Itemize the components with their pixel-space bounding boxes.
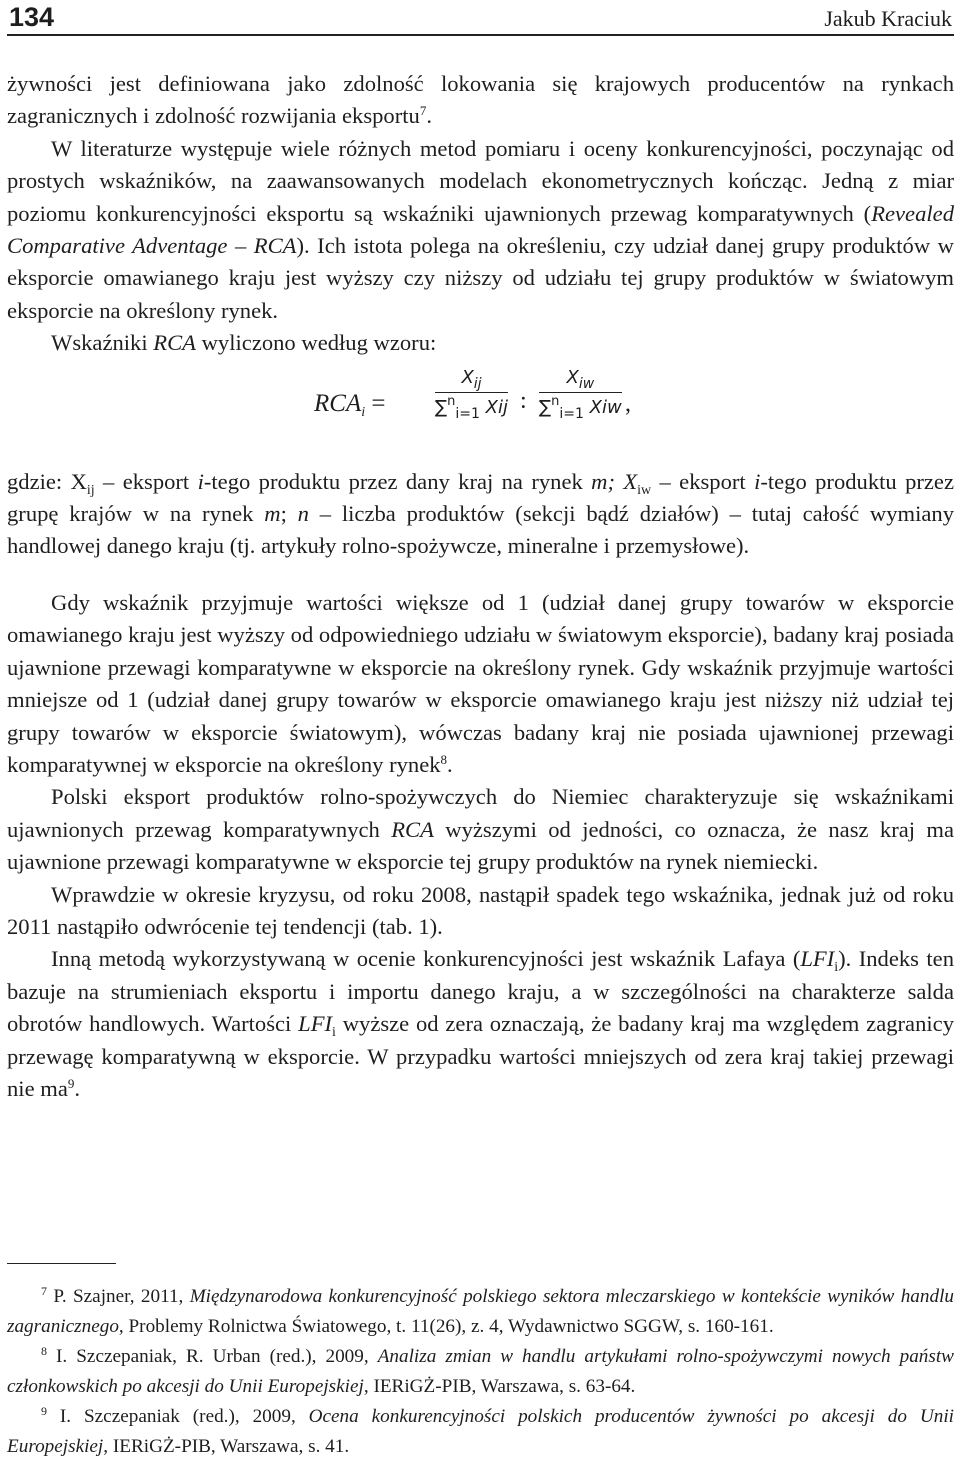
formula-colon: :	[520, 387, 527, 414]
paragraph-2: W literaturze występuje wiele różnych metod pomiaru i oceny konkurencyjności, poczynając od prostych wskaźników, na zaawansowanych modelach ekonometrycznych kończąc. Jedną z miar poziomu konkurencyjności eksportu są wskaźniki ujawnionych przewag komparatywnych (Revealed Comparative Adventage – RCA). Ich istota polega na określeniu, czy udział danej grupy produktów w eksporcie omawianego kraju jest wyższy czy niższy od udziału tej grupy produktów w światowym eksporcie na określony rynek.	[7, 135, 954, 323]
paragraph-5: Polski eksport produktów rolno-spożywczych do Niemiec charakteryzuje się wskaźnikami ujawnionych przewag komparatywnych RCA wyższymi od jedności, co oznacza, że nasz kraj ma ujawnione przewagi komparatywne w eksporcie tej grupy produktów na rynek niemiecki.	[7, 784, 955, 875]
formula-lhs: $RCA_i$ =	[314, 389, 386, 420]
formula-legend: gdzie: $X_{ij}$ – eksport i-tego produktu przez dany kraj na rynek m; $X_{iw}$ – eksport i-tego produktu przez grupę krajów w na rynek m; n – liczba produktów (sekcji bądź działów) – tutaj całość wymiany handlowej danego kraju (tj. artykuły rolno-spożywcze, mineralne i przemysłowe).	[7, 468, 954, 559]
body-text	[7, 68, 954, 1105]
fraction-xij: $X_{ij}$ ∑$^n_{i=1}$ Xij	[435, 366, 508, 422]
footnote-separator	[7, 1263, 116, 1264]
paragraph-7: Inną metodą wykorzystywaną w ocenie konkurencyjności jest wskaźnik Lafaya $(LFI_i)$. Indeks ten bazuje na strumieniach eksportu i importu danego kraju, a w szczególności na charakterze salda obrotów handlowych. Wartości $LFI_i$ wyższe od zera oznaczają, że badany kraj ma względem zagranicy przewagę komparatywną w eksporcie. W przypadku wartości mniejszych od zera kraj takiej przewagi nie $ma^9$.	[7, 946, 954, 1101]
running-head-author: Jakub Kraciuk	[824, 6, 952, 31]
footnote-9: $^9$ I. Szczepaniak (red.), 2009, Ocena konkurencyjności polskich producentów żywności po akcesji do Unii Europejskiej, IERiGŻ-PIB, Warszawa, s. 41.	[7, 1404, 954, 1457]
footnote-8: $^8$ I. Szczepaniak, R. Urban (red.), 2009, Analiza zmian w handlu artykułami rolno-spożywczymi nowych państw członkowskich po akcesji do Unii Europejskiej, IERiGŻ-PIB, Warszawa, s. 63-64.	[7, 1344, 954, 1397]
rca-formula: $RCA_i$ = $X_{ij}$ ∑$^n_{i=1}$ Xij : $X_{iw}$ ∑$^n_{i=1}$ Xiw ,	[314, 366, 631, 422]
footnote-7: $^7$ P. Szajner, 2011, Międzynarodowa konkurencyjność polskiego sektora mleczarskiego w kontekście wyników handlu zagranicznego, Problemy Rolnictwa Światowego, t. 11(26), z. 4, Wydawnictwo SGGW, s. 160-161.	[7, 1284, 954, 1337]
paragraph-1: żywności jest definiowana jako zdolność lokowania się krajowych producentów na rynkach zagranicznych i zdolność rozwijania eksportu$^7$.	[7, 71, 954, 129]
paragraph-6: Wprawdzie w okresie kryzysu, od roku 2008, nastąpił spadek tego wskaźnika, jednak już od roku 2011 nastąpiło odwrócenie tej tendencji (tab. 1).	[7, 881, 954, 939]
paragraph-3: Wskaźniki RCA wyliczono według wzoru:	[51, 330, 437, 356]
footnotes	[7, 1282, 954, 1462]
footnote-ref-7[interactable]: 7	[419, 103, 427, 119]
fraction-xiw: $X_{iw}$ ∑$^n_{i=1}$ Xiw	[539, 366, 622, 422]
footnote-ref-9[interactable]: 9	[67, 1075, 75, 1091]
page-header	[7, 0, 954, 36]
footnote-ref-8[interactable]: 8	[440, 751, 448, 767]
paragraph-4: Gdy wskaźnik przyjmuje wartości większe od 1 (udział danej grupy towarów w eksporcie omawianego kraju jest wyższy od odpowiedniego udziału w światowym eksporcie), badany kraj posiada ujawnione przewagi komparatywne w eksporcie na określony rynek. Gdy wskaźnik przyjmuje wartości mniejsze od 1 (udział danej grupy towarów w eksporcie omawianego kraju jest niższy niż udział tej grupy towarów w eksporcie światowym), wówczas badany kraj nie posiada ujawnionej przewagi komparatywnej w eksporcie na określony rynek$^8$.	[7, 589, 954, 777]
page-number: 134	[9, 2, 55, 32]
